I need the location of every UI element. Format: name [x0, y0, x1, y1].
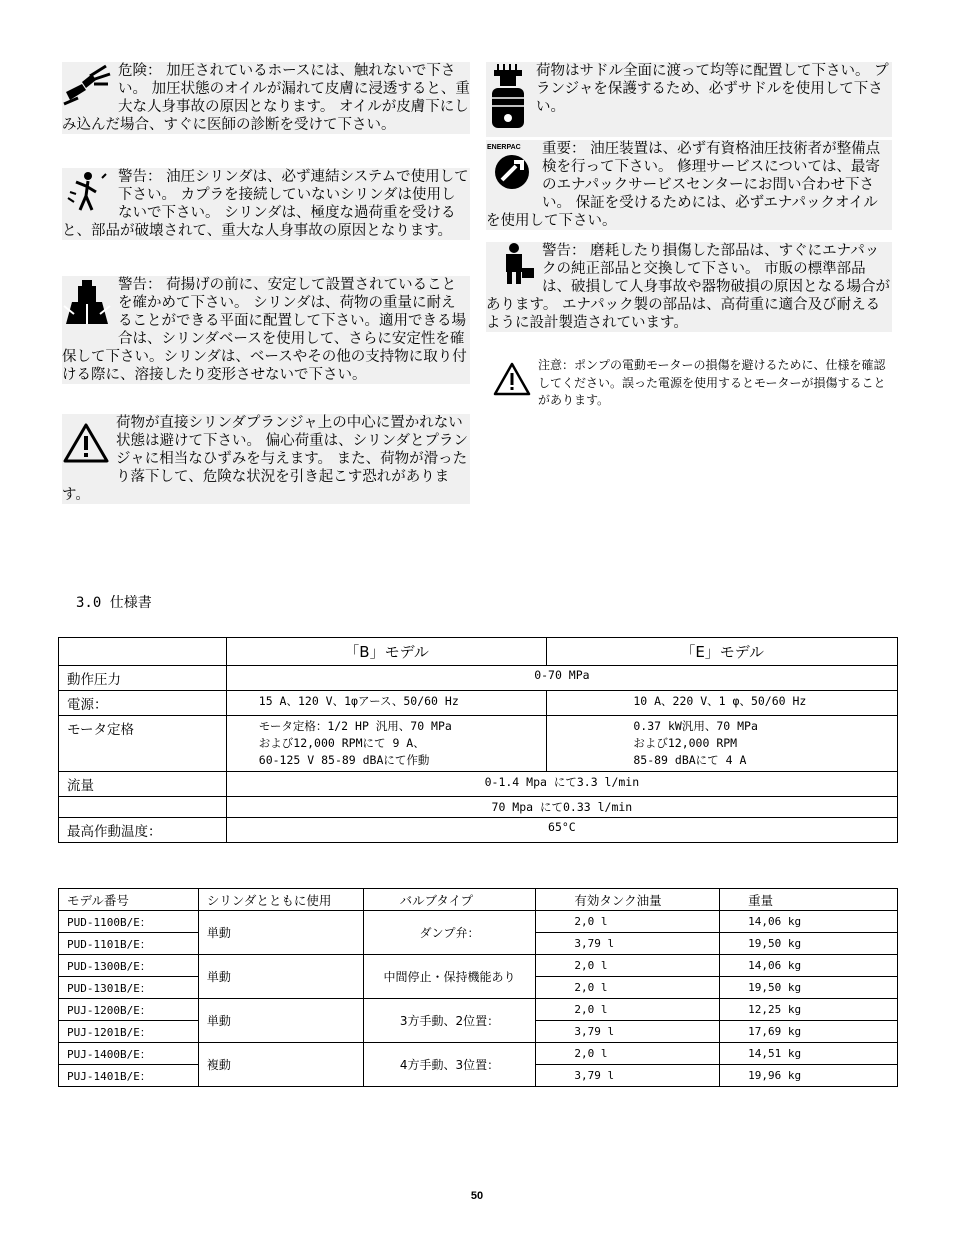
valve-type: 中間停止・保持機能あり — [363, 955, 536, 999]
weight: 19,96 kg — [720, 1065, 898, 1087]
warning-triangle-icon — [62, 422, 110, 469]
valve-type: 4方手動、3位置： — [363, 1043, 536, 1087]
spec-label-flow-empty — [59, 797, 227, 818]
table-row — [59, 999, 898, 1021]
warning-danger-block — [62, 62, 470, 134]
cylinder-use: 単動 — [198, 999, 363, 1043]
spec-label-flow: 流量 — [59, 772, 227, 797]
warning-offcenter-block — [62, 414, 470, 504]
warning-coupler-text: 警告： 油圧シリンダは、必ず連結システムで使用して下さい。 カプラを接続していないシリンダは使用しないで下さい。 シリンダは、極度な過荷重を受けると、部品が破壊されて、重大な人身事故の原因となります。 — [62, 169, 469, 239]
spec-value-flow-1: 0-1.4 Mpa にて3.3 l/min — [226, 772, 897, 797]
spec-value-power-b: 15 A、120 V、1φアース、50/60 Hz — [226, 691, 547, 716]
weight: 14,06 kg — [720, 955, 898, 977]
section-title — [76, 592, 152, 612]
spec-value-motor-e — [547, 716, 898, 772]
section-heading: 仕様書 — [109, 595, 152, 611]
weight: 17,69 kg — [720, 1021, 898, 1043]
weight: 19,50 kg — [720, 977, 898, 999]
warning-parts-block — [486, 242, 892, 332]
motor-e-line-1: 0.37 kW汎用、70 MPa — [633, 719, 758, 733]
cylinder-collapse-icon — [62, 276, 112, 335]
motor-e-line-3: 85-89 dBAにて 4 A — [633, 753, 747, 767]
spec-row-temp — [59, 818, 898, 843]
weight: 14,51 kg — [720, 1043, 898, 1065]
warning-setup-text: 警告： 荷揚げの前に、安定して設置されていることを確かめて下さい。 シリンダは、荷物の重量に耐えることができる平面に配置して下さい。適用できる場合は、シリンダベースを使用して、さらに安定性を確保して下さい。シリンダは、ベースやその他の支持物に取り付ける際に、溶接したり変形させないで下さい。 — [62, 277, 467, 383]
model-number: PUD-1100B/E： — [59, 911, 199, 933]
tank-capacity: 2,0 l — [536, 999, 720, 1021]
enerpac-wrench-icon — [486, 140, 536, 197]
enerpac-logo-text: ENERPAC — [487, 144, 521, 151]
model-number: PUJ-1401B/E： — [59, 1065, 199, 1087]
caution-triangle-icon — [492, 361, 532, 403]
model-header-model: モデル番号 — [59, 889, 199, 911]
cylinder-use: 単動 — [198, 955, 363, 999]
model-header-valve: バルブタイプ — [363, 889, 536, 911]
section-number: 3.0 — [76, 595, 102, 611]
tank-capacity: 2,0 l — [536, 977, 720, 999]
spec-label-temp: 最高作動温度： — [59, 818, 227, 843]
valve-type: 3方手動、2位置： — [363, 999, 536, 1043]
notice-text: 注意：ポンプの電動モーターの損傷を避けるために、仕様を確認してください。誤った電源を使用するとモーターが損傷することがあります。 — [538, 358, 886, 407]
motor-b-line-2: および12,000 RPMにて 9 A、 — [258, 736, 425, 750]
spec-value-flow-2: 70 Mpa にて0.33 l/min — [226, 797, 897, 818]
spec-row-flow-2 — [59, 797, 898, 818]
motor-b-line-3: 60-125 V 85-89 dBAにて作動 — [258, 753, 430, 767]
spec-table — [58, 637, 898, 843]
tank-capacity: 3,79 l — [536, 933, 720, 955]
model-header-use: シリンダとともに使用 — [198, 889, 363, 911]
model-header-row — [59, 889, 898, 911]
hose-spray-icon — [62, 62, 112, 115]
model-number: PUD-1300B/E： — [59, 955, 199, 977]
weight: 14,06 kg — [720, 911, 898, 933]
spec-header-b: 「B」モデル — [226, 638, 547, 666]
model-header-tank: 有効タンク油量 — [536, 889, 720, 911]
model-number: PUD-1101B/E： — [59, 933, 199, 955]
spec-header-row — [59, 638, 898, 666]
spec-label-power: 電源： — [59, 691, 227, 716]
weight: 12,25 kg — [720, 999, 898, 1021]
model-number: PUJ-1400B/E： — [59, 1043, 199, 1065]
spec-row-power — [59, 691, 898, 716]
spec-row-flow — [59, 772, 898, 797]
tank-capacity: 2,0 l — [536, 955, 720, 977]
spec-label-motor: モータ定格 — [59, 716, 227, 772]
tank-capacity: 2,0 l — [536, 911, 720, 933]
model-number: PUJ-1200B/E： — [59, 999, 199, 1021]
spec-header-e: 「E」モデル — [547, 638, 898, 666]
spec-row-motor — [59, 716, 898, 772]
warning-coupler-block — [62, 168, 470, 240]
tank-capacity: 2,0 l — [536, 1043, 720, 1065]
technician-icon — [500, 242, 536, 291]
warning-important-block — [486, 140, 892, 230]
spec-value-power-e: 10 A、220 V、1 φ、50/60 Hz — [547, 691, 898, 716]
weight: 19,50 kg — [720, 933, 898, 955]
model-header-weight: 重量 — [720, 889, 898, 911]
spec-value-motor-b — [226, 716, 547, 772]
page-number: 50 — [470, 1190, 484, 1202]
valve-type: ダンプ弁： — [363, 911, 536, 955]
warning-setup-block — [62, 276, 470, 384]
cylinder-use: 複動 — [198, 1043, 363, 1087]
spec-value-pressure: 0-70 MPa — [226, 666, 897, 691]
spec-label-pressure: 動作圧力 — [59, 666, 227, 691]
table-row — [59, 1043, 898, 1065]
spec-value-temp: 65°C — [226, 818, 897, 843]
model-number: PUD-1301B/E： — [59, 977, 199, 999]
cylinder-use: 単動 — [198, 911, 363, 955]
table-row — [59, 955, 898, 977]
model-number: PUJ-1201B/E： — [59, 1021, 199, 1043]
warning-saddle-block — [486, 62, 892, 137]
tank-capacity: 3,79 l — [536, 1065, 720, 1087]
spec-row-pressure — [59, 666, 898, 691]
warning-parts-text: 警告： 磨耗したり損傷した部品は、すぐにエナパックの純正部品と交換して下さい。 市販の標準部品は、破損して人身事故や器物破損の原因となる場合があります。 エナパック製の部品は、高荷重に適合及び耐えるように設計製造されています。 — [486, 243, 890, 331]
motor-b-line-1: モータ定格：1/2 HP 汎用、70 MPa — [258, 719, 452, 733]
table-row — [59, 911, 898, 933]
notice-block — [492, 357, 896, 410]
cylinder-saddle-icon — [486, 62, 530, 137]
spec-header-empty — [59, 638, 227, 666]
injured-person-icon — [62, 168, 112, 219]
warning-important-text: 重要： 油圧装置は、必ず有資格油圧技術者が整備点検を行って下さい。 修理サービスについては、最寄のエナパックサービスセンターにお問い合わせ下さい。 保証を受けるためには、必ずエナパックオイルを使用して下さい。 — [486, 141, 881, 229]
warning-saddle-text: 荷物はサドル全面に渡って均等に配置して下さい。 プランジャを保護するため、必ずサドルを使用して下さい。 — [536, 63, 889, 115]
model-table — [58, 888, 898, 1087]
motor-e-line-2: および12,000 RPM — [633, 736, 738, 750]
warning-danger-text: 危険： 加圧されているホースには、触れないで下さい。 加圧状態のオイルが漏れて皮膚に浸透すると、重大な人身事故の原因となります。 オイルが皮膚下にしみ込んだ場合、すぐに医師の診断を受けて下さい。 — [62, 63, 470, 133]
warning-offcenter-text: 荷物が直接シリンダプランジャ上の中心に置かれない状態は避けて下さい。 偏心荷重は、シリンダとプランジャに相当なひずみを与えます。 また、荷物が滑ったり落下して、危険な状況を引き起こす恐れがあります。 — [62, 415, 469, 503]
tank-capacity: 3,79 l — [536, 1021, 720, 1043]
